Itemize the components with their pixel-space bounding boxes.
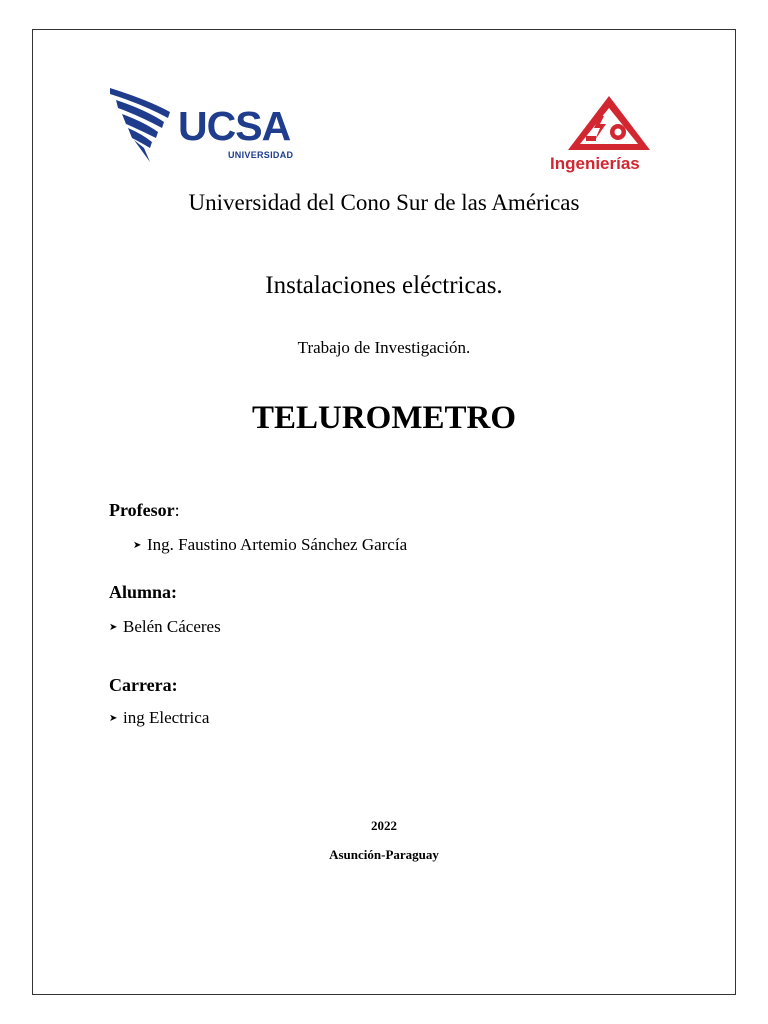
- alumna-name: Belén Cáceres: [123, 617, 221, 636]
- work-type: Trabajo de Investigación.: [297, 338, 471, 357]
- ucsa-name: UCSA: [178, 103, 291, 149]
- arrow-bullet-icon: ➤: [109, 621, 118, 633]
- alumna-item: [109, 617, 221, 637]
- ingenierias-logo: [550, 94, 660, 184]
- document-title: TELUROMETRO: [251, 400, 517, 436]
- profesor-label: [109, 500, 180, 521]
- place: Asunción-Paraguay: [329, 847, 439, 862]
- profesor-item: [133, 535, 407, 555]
- profesor-label-colon: :: [174, 500, 180, 520]
- carrera-name: ing Electrica: [123, 708, 210, 727]
- ucsa-subtitle: UNIVERSIDAD: [228, 150, 294, 160]
- profesor-label-text: Profesor: [109, 500, 175, 520]
- ucsa-logo: [108, 86, 298, 166]
- alumna-label: Alumna:: [109, 582, 178, 602]
- carrera-label: Carrera:: [109, 675, 178, 695]
- course-name: Instalaciones eléctricas.: [265, 272, 503, 299]
- profesor-name: Ing. Faustino Artemio Sánchez García: [147, 535, 408, 554]
- arrow-bullet-icon: ➤: [133, 539, 142, 551]
- arrow-bullet-icon: ➤: [109, 712, 118, 724]
- university-name: Universidad del Cono Sur de las Américas: [188, 190, 580, 215]
- ingenierias-text: Ingenierías: [550, 154, 640, 173]
- carrera-item: [109, 708, 209, 728]
- year: 2022: [371, 818, 397, 833]
